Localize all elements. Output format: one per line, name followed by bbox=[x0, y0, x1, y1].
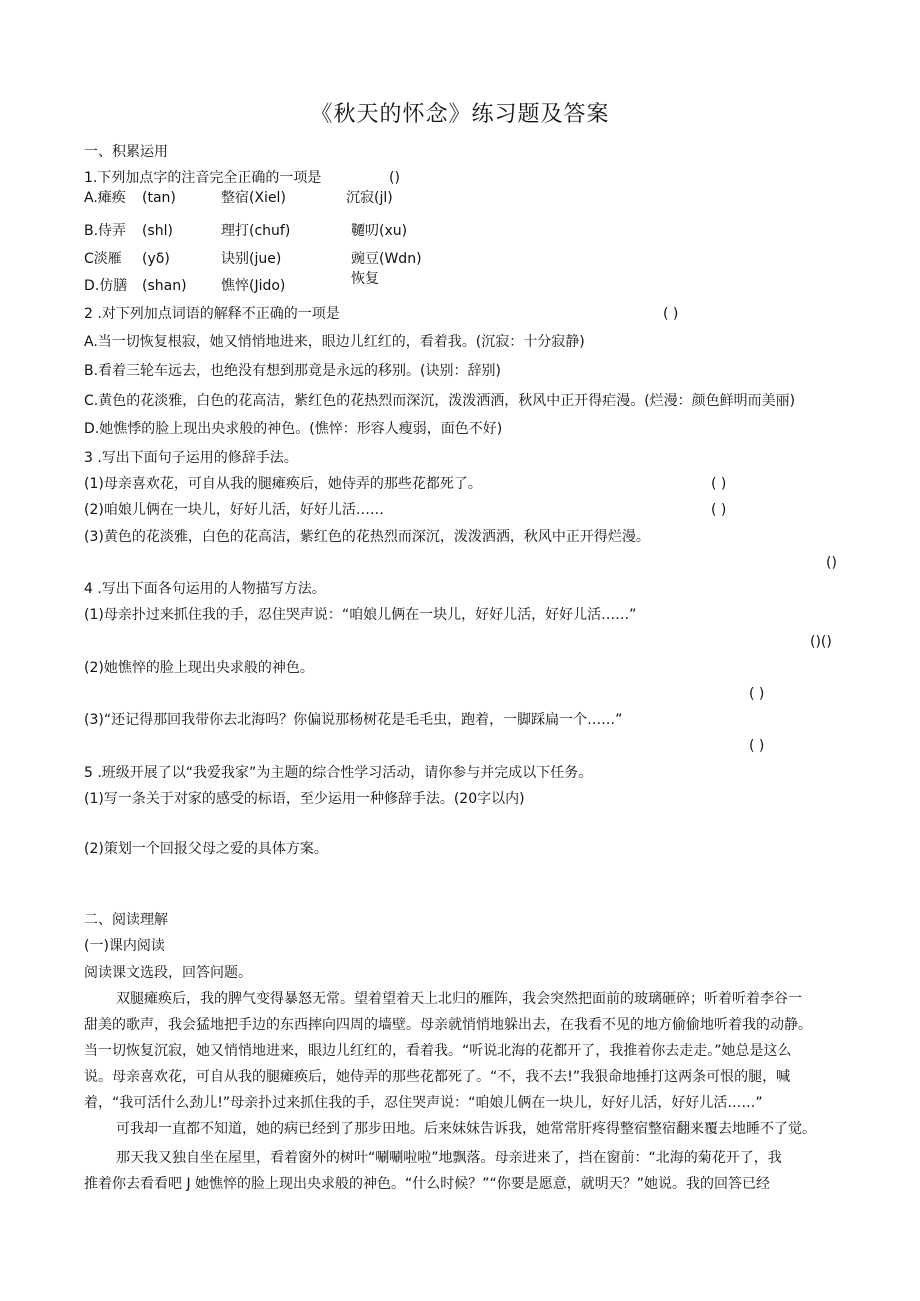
option-text: B.看着三轮车远去，也绝没有想到那竟是永远的移别。(诀别：辞别) bbox=[84, 363, 501, 379]
question-2-stem: 2 .对下列加点词语的解释不正确的一项是 bbox=[84, 306, 340, 322]
passage-line: 当一切恢复沉寂，她又悄悄地进来，眼边儿红红的，看着我。“听说北海的花都开了，我推着你去走走。”她总是这么 bbox=[84, 1043, 792, 1059]
passage-line: 那天我又独自坐在屋里，看着窗外的树叶“唰唰啦啦”地飘落。母亲进来了，挡在窗前：“北海的菊花开了，我 bbox=[116, 1150, 782, 1166]
answer-paren: ( ) bbox=[711, 476, 727, 492]
question-4-stem: 4 .写出下面各句运用的人物描写方法。 bbox=[84, 581, 326, 597]
passage-line: 可我却一直都不知道，她的病已经到了那步田地。后来妹妹告诉我，她常常肝疼得整宿整宿翻来覆去地睡不了觉。 bbox=[116, 1121, 816, 1137]
answer-paren: () bbox=[826, 555, 837, 571]
option-word: 诀别(jue) bbox=[221, 251, 282, 267]
question-1-stem: 1.下列加点字的注音完全正确的一项是 bbox=[84, 170, 322, 186]
option-pinyin: (tan) bbox=[142, 190, 176, 206]
question-5-stem: 5 .班级开展了以“我爱我家”为主题的综合性学习活动，请你参与并完成以下任务。 bbox=[84, 765, 593, 781]
sub-question: (2)咱娘儿俩在一块儿，好好儿活，好好儿活…… bbox=[84, 502, 384, 518]
passage-line: 甜美的歌声，我会猛地把手边的东西摔向四周的墙壁。母亲就悄悄地躲出去，在我看不见的地方偷偷地听着我的动静。 bbox=[84, 1017, 812, 1033]
reading-instruction: 阅读课文选段，回答问题。 bbox=[84, 965, 252, 981]
section-heading-accumulation: 一、积累运用 bbox=[84, 144, 168, 160]
option-pinyin: (shan) bbox=[142, 278, 187, 294]
answer-paren: ( ) bbox=[749, 738, 765, 754]
option-pinyin: (yδ) bbox=[142, 251, 170, 267]
answer-paren: () bbox=[389, 170, 400, 186]
answer-paren: ( ) bbox=[749, 686, 765, 702]
question-3-stem: 3 .写出下面句子运用的修辞手法。 bbox=[84, 450, 298, 466]
option-text: A.当一切恢复根寂，她又悄悄地进来，眼边儿红红的，看着我。(沉寂：十分寂静) bbox=[84, 334, 585, 350]
sub-question: (2)她憔悴的脸上现出央求般的神色。 bbox=[84, 660, 314, 676]
answer-paren: ( ) bbox=[711, 502, 727, 518]
option-label: A.瘫痪 bbox=[84, 190, 126, 206]
option-word: 憔悴(Jido) bbox=[221, 278, 286, 294]
answer-paren: ()() bbox=[810, 634, 832, 650]
section-heading-reading: 二、阅读理解 bbox=[84, 912, 168, 928]
sub-question: (1)母亲扑过来抓住我的手，忍住哭声说：“咱娘儿俩在一块儿，好好儿活，好好儿活……” bbox=[84, 607, 637, 623]
sub-question: (2)策划一个回报父母之爱的具体方案。 bbox=[84, 841, 328, 857]
subsection-heading: (一)课内阅读 bbox=[84, 938, 165, 954]
sub-question: (3)黄色的花淡雅，白色的花高洁，紫红色的花热烈而深沉，泼泼洒洒，秋风中正开得烂漫。 bbox=[84, 529, 650, 545]
option-label: B.侍弄 bbox=[84, 223, 127, 239]
option-word: 理打(chuf) bbox=[221, 223, 291, 239]
option-word: 韆叨(xu) bbox=[351, 223, 408, 239]
sub-question: (3)“还记得那回我带你去北海吗？你偏说那杨树花是毛毛虫，跑着，一脚踩扁一个……” bbox=[84, 712, 623, 728]
option-word: 恢复 bbox=[351, 271, 379, 287]
option-text: C.黄色的花淡雅，白色的花高洁，紫红色的花热烈而深沉，泼泼洒洒，秋风中正开得疟漫。(烂漫：颜色鲜明而美丽) bbox=[84, 393, 796, 409]
answer-paren: ( ) bbox=[663, 306, 679, 322]
passage-line: 说。母亲喜欢花，可自从我的腿瘫痪后，她侍弄的那些花都死了。“不，我不去!”我狠命地捶打这两条可恨的腿，喊 bbox=[84, 1069, 791, 1085]
option-word: 整宿(Xiel) bbox=[221, 190, 286, 206]
option-label: C淡雁 bbox=[84, 251, 122, 267]
sub-question: (1)母亲喜欢花，可自从我的腿瘫痪后，她侍弄的那些花都死了。 bbox=[84, 476, 482, 492]
option-pinyin: (shl) bbox=[142, 223, 173, 239]
option-word: 沉寂(jl) bbox=[346, 190, 393, 206]
option-label: D.仿膳 bbox=[84, 278, 128, 294]
option-word: 豌豆(Wdn) bbox=[351, 251, 422, 267]
page-title: 《秋天的怀念》练习题及答案 bbox=[310, 102, 610, 127]
passage-line: 着，“我可活什么劲儿!”母亲扑过来抓住我的手，忍住哭声说：“咱娘儿俩在一块儿，好好儿活，好好儿活……” bbox=[84, 1095, 763, 1111]
passage-line: 推着你去看看吧 J 她憔悴的脸上现出央求般的神色。“什么时候？”“你要是愿意，就明天？”她说。我的回答已经 bbox=[84, 1176, 771, 1192]
sub-question: (1)写一条关于对家的感受的标语，至少运用一种修辞手法。(20字以内) bbox=[84, 791, 525, 807]
option-text: D.她憔悸的脸上现出央求般的神色。(憔悴：形容人瘦弱，面色不好) bbox=[84, 421, 503, 437]
passage-line: 双腿瘫痪后，我的脾气变得暴怒无常。望着望着天上北归的雁阵，我会突然把面前的玻璃砸碎；听着听着李谷一 bbox=[116, 991, 802, 1007]
